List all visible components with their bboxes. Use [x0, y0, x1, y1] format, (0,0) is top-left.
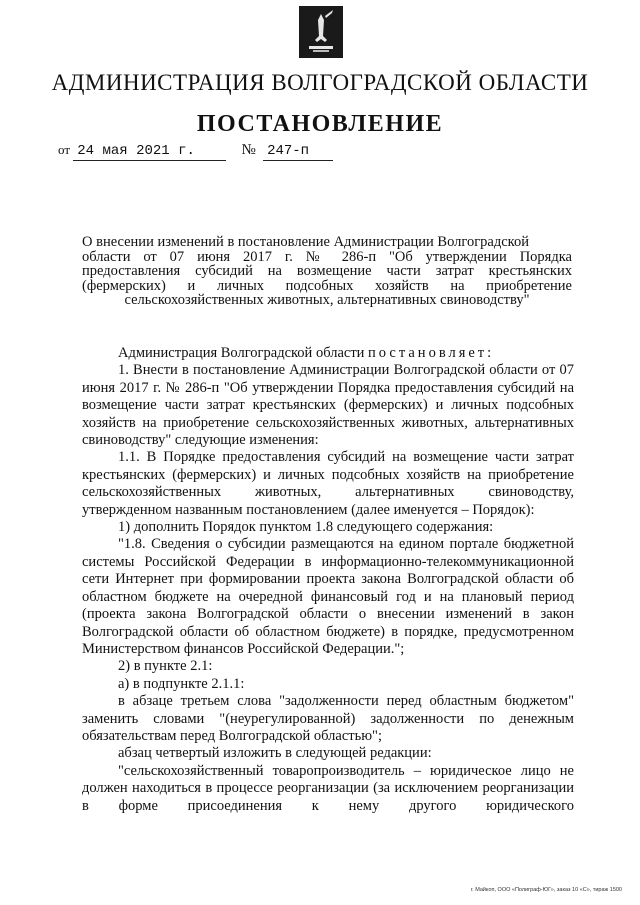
preamble-verb: постановляет	[368, 345, 488, 361]
document-body	[82, 345, 574, 815]
subject-line: сельскохозяйственных животных, альтернативных свиноводству"	[124, 292, 530, 309]
paragraph: 1.1. В Порядке предоставления субсидий на возмещение части затрат крестьянских (фермерских) и личных подсобных хозяйств на приобретение сельскохозяйственных животных, альтернативных свиноводству, утвержденном названным постановлением (далее именуется – Порядок):	[82, 449, 574, 518]
subject-line: О внесении изменений в постановление Администрации Волгоградской	[82, 234, 530, 250]
subject-line: области от 07 июня 2017 г. № 286-п "Об утверждении Порядка	[82, 248, 572, 265]
number-value: 247-п	[263, 143, 333, 161]
subject-line: (фермерских) и личных подсобных хозяйств на приобретение	[82, 277, 572, 294]
date-label: от	[58, 142, 71, 157]
organization-name: АДМИНИСТРАЦИЯ ВОЛГОГРАДСКОЙ ОБЛАСТИ	[51, 70, 589, 95]
paragraph: 1. Внести в постановление Администрации Волгоградской области от 07 июня 2017 г. № 286-п "Об утверждении Порядка предоставления субсидий на возмещение части затрат крестьянских (фермерских) и личных подсобных хозяйств на приобретение сельскохозяйственных животных, альтернативных свиноводству" следующие изменения:	[82, 362, 574, 449]
preamble-end: :	[487, 345, 492, 361]
paragraph: "сельскохозяйственный товаропроизводитель – юридическое лицо не должен находиться в процессе реорганизации (за исключением реорганизации в форме присоединения к нему другого юридического	[82, 762, 574, 814]
paragraph: 1) дополнить Порядок пунктом 1.8 следующего содержания:	[118, 519, 494, 536]
paragraph: абзац четвертый изложить в следующей редакции:	[118, 745, 432, 762]
date-value: 24 мая 2021 г.	[73, 143, 226, 161]
date-number-line	[58, 142, 333, 161]
paragraph: "1.8. Сведения о субсидии размещаются на едином портале бюджетной системы Российской Федерации в информационно-телекоммуникационной сети Интернет при формировании проекта закона Волгоградской области об областном бюджете на очередной финансовый год и на плановый период (проекта закона Волгоградской области о внесении изменений в закон Волгоградской области об областном бюджете) в порядке, предусмотренном Министерством финансов Российской Федерации.";	[82, 536, 574, 657]
number-label: №	[241, 142, 256, 158]
preamble-start: Администрация Волгоградской области	[118, 345, 369, 361]
coat-of-arms-icon	[299, 6, 343, 58]
paragraph: в абзаце третьем слова "задолженности перед областным бюджетом" заменить словами "(неурегулированной) задолженности по денежным обязательствам перед Волгоградской областью";	[82, 693, 574, 744]
preamble	[82, 345, 574, 362]
paragraph: а) в подпункте 2.1.1:	[118, 675, 245, 692]
paragraph: 2) в пункте 2.1:	[118, 658, 213, 675]
subject-block	[82, 235, 572, 308]
print-footer: г. Майкоп, ООО «Полиграф-ЮГ», заказ 10 «С», тираж 1500	[470, 887, 622, 893]
coat-of-arms-graphic	[299, 6, 343, 58]
document-type: ПОСТАНОВЛЕНИЕ	[196, 111, 444, 137]
subject-line: предоставления субсидий на возмещение части затрат крестьянских	[82, 263, 572, 280]
